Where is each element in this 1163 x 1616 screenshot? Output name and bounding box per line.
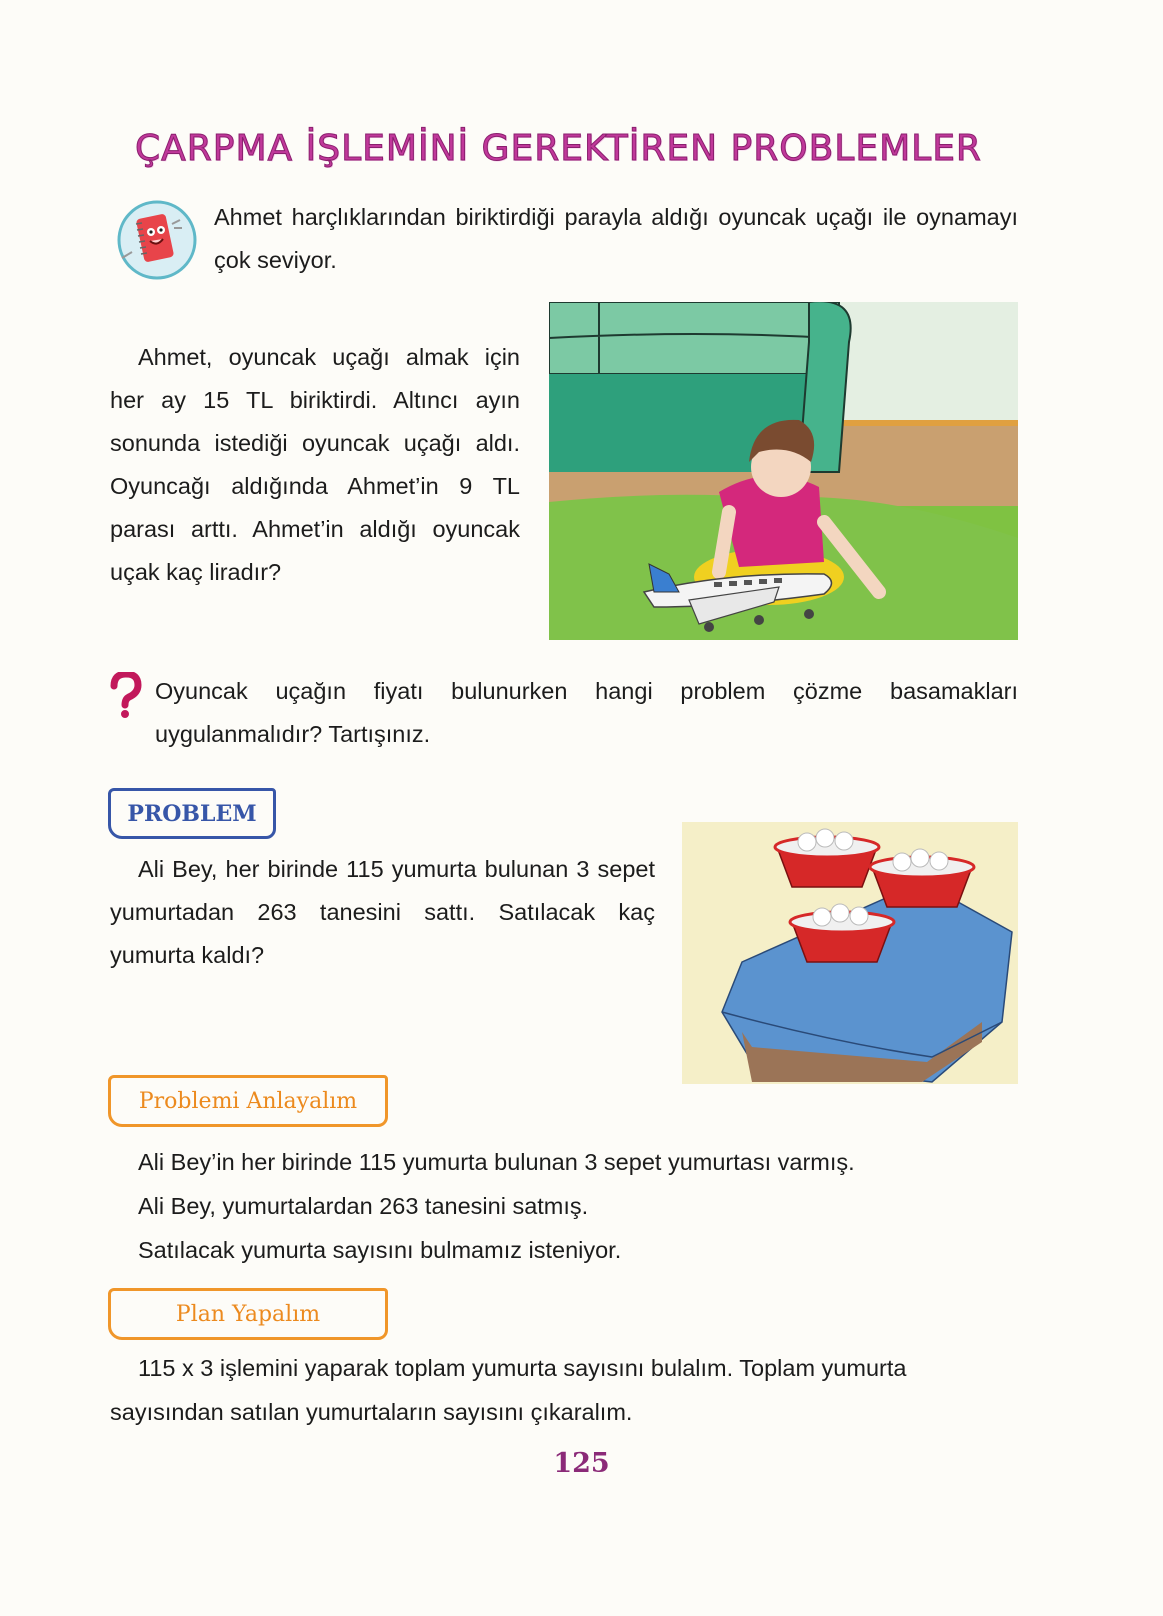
- understand-problem-list: [138, 1140, 1018, 1272]
- story-problem-text: Ahmet, oyuncak uçağı almak için her ay 15 TL biriktirdi. Altıncı ayın sonunda istediği oyuncak uçağı aldı. Oyuncağı aldığında Ahmet’in 9 TL parası arttı. Ahmet’in aldığı oyuncak uçak kaç liradır?: [110, 344, 520, 585]
- understand-line: Satılacak yumurta sayısını bulmamız isteniyor.: [138, 1237, 622, 1263]
- plan-text: 115 x 3 işlemini yaparak toplam yumurta sayısını bulalım. Toplam yumurta sayısından satılan yumurtaların sayısını çıkaralım.: [110, 1355, 907, 1425]
- page-title: ÇARPMA İŞLEMİNİ GEREKTİREN PROBLEMLER: [135, 128, 982, 169]
- notebook-mascot-icon: [112, 198, 198, 284]
- egg-problem-text: Ali Bey, her birinde 115 yumurta bulunan 3 sepet yumurtadan 263 tanesini sattı. Satılacak kaç yumurta kaldı?: [110, 856, 655, 968]
- understand-problem-label: Problemi Anlayalım: [138, 1088, 358, 1114]
- understand-line: Ali Bey, yumurtalardan 263 tanesini satmış.: [138, 1193, 589, 1219]
- problem-label: PROBLEM: [127, 800, 257, 827]
- understand-problem-label-box: [108, 1075, 388, 1127]
- discussion-question: Oyuncak uçağın fiyatı bulunurken hangi problem çözme basamakları uygulanmalıdır? Tartışınız.: [155, 678, 1018, 747]
- page-number: 125: [553, 1448, 610, 1479]
- make-plan-label-box: [108, 1288, 388, 1340]
- understand-line: Ali Bey’in her birinde 115 yumurta bulunan 3 sepet yumurtası varmış.: [138, 1149, 855, 1175]
- three-egg-baskets-on-table-image: [682, 822, 1018, 1084]
- intro-text: Ahmet harçlıklarından biriktirdiği parayla aldığı oyuncak uçağı ile oynamayı çok seviyor.: [214, 204, 1018, 273]
- make-plan-label: Plan Yapalım: [175, 1301, 321, 1327]
- question-mark-icon: [108, 672, 144, 720]
- problem-label-box: [108, 788, 276, 839]
- boy-playing-with-toy-airplane-image: [549, 302, 1018, 640]
